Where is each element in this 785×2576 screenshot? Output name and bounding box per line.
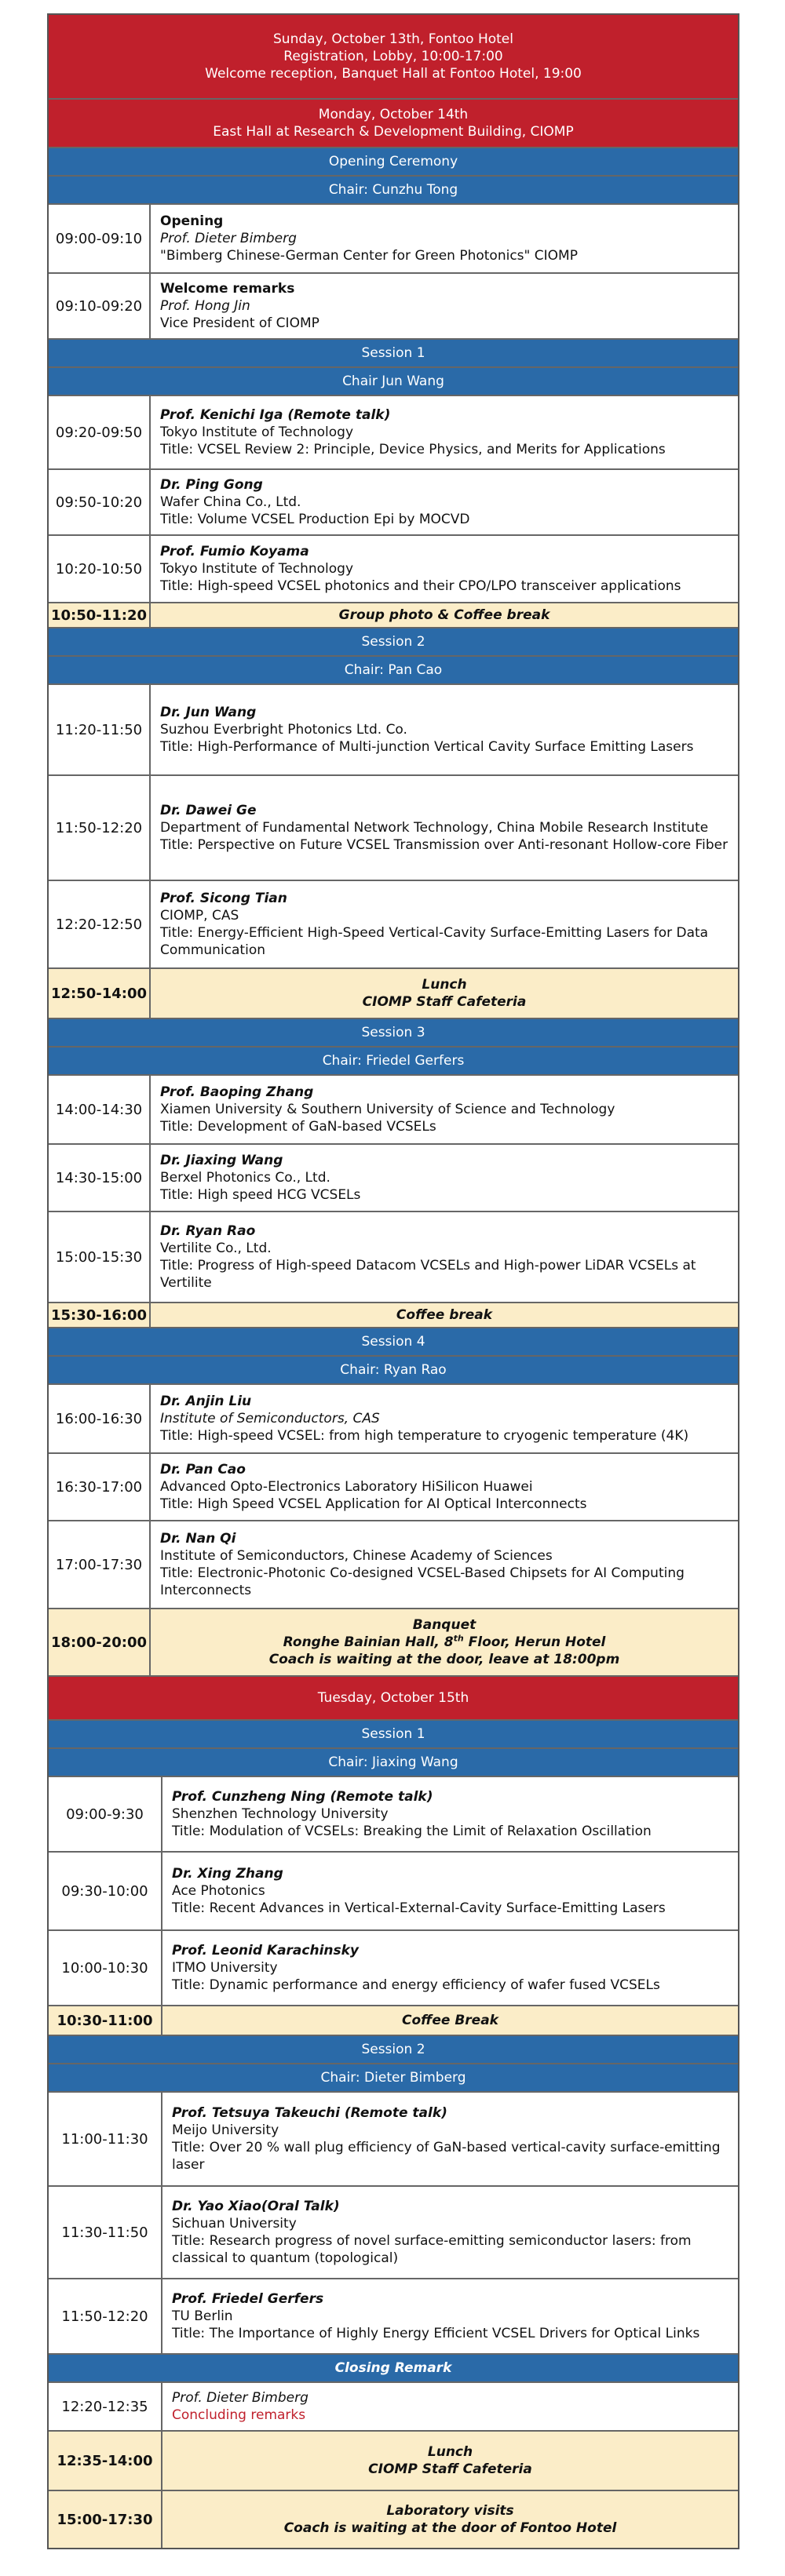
item-detail: "Bimberg Chinese-German Center for Green Photonics" CIOMP: [160, 248, 578, 264]
break-row: [49, 1303, 738, 1328]
talk-title: Title: Energy-Efficient High-Speed Vertical-Cavity Surface-Emitting Lasers for Data Communication: [160, 925, 709, 958]
speaker-name: Dr. Dawei Ge: [160, 803, 257, 818]
lunch-row: [49, 2432, 738, 2491]
talk-title: Title: Perspective on Future VCSEL Transmission over Anti-resonant Hollow-core Fiber: [160, 837, 728, 853]
affiliation: Vertilite Co., Ltd.: [160, 1241, 272, 1256]
speaker-name: Prof. Hong Jin: [160, 298, 250, 314]
banquet-label: Banquet: [412, 1617, 476, 1633]
time-cell: 12:50-14:00: [49, 969, 151, 1018]
session-title-text: Session 1: [361, 1726, 425, 1742]
content-cell: [151, 396, 738, 468]
affiliation: Tokyo Institute of Technology: [160, 561, 354, 577]
time-cell: 12:35-14:00: [49, 2432, 162, 2490]
talk-row: [49, 1454, 738, 1521]
content-cell: [162, 2432, 738, 2490]
talk-row: [49, 2279, 738, 2355]
session-title-text: Session 3: [361, 1025, 425, 1040]
speaker-name: Prof. Fumio Koyama: [160, 544, 309, 559]
talk-title: Title: Research progress of novel surface-emitting semiconductor lasers: from classical to quantum (topological): [172, 2233, 692, 2266]
affiliation: Shenzhen Technology University: [172, 1806, 389, 1822]
lunch-label: Lunch: [427, 2444, 473, 2460]
session-title-text: Opening Ceremony: [328, 154, 458, 169]
affiliation: CIOMP, CAS: [160, 908, 239, 924]
session-title-text: Session 2: [361, 2042, 425, 2057]
talk-row: [49, 1777, 738, 1853]
lunch-row: [49, 969, 738, 1019]
time-cell: 11:20-11:50: [49, 685, 151, 774]
session-title-text: Session 4: [361, 1334, 425, 1350]
lunch-place: CIOMP Staff Cafeteria: [362, 994, 527, 1010]
content-cell: [151, 1521, 738, 1608]
talk-row: [49, 396, 738, 470]
affiliation: Institute of Semiconductors, CAS: [160, 1411, 380, 1426]
session-title: [49, 629, 738, 657]
item-detail: Concluding remarks: [172, 2407, 306, 2423]
agenda-row: [49, 274, 738, 340]
session-title-text: Session 2: [361, 634, 425, 650]
content-cell: [162, 1777, 738, 1851]
content-cell: [162, 2491, 738, 2548]
affiliation: Ace Photonics: [172, 1883, 265, 1899]
talk-title: Title: Dynamic performance and energy efficiency of wafer fused VCSELs: [172, 1977, 660, 1993]
speaker-name: Dr. Xing Zhang: [172, 1866, 283, 1882]
talk-title: Title: Progress of High-speed Datacom VCSELs and High-power LiDAR VCSELs at Vertilite: [160, 1258, 696, 1291]
time-cell: 11:50-12:20: [49, 776, 151, 880]
day3-header: [49, 1677, 738, 1721]
time-cell: 17:00-17:30: [49, 1521, 151, 1608]
talk-title: Title: Modulation of VCSELs: Breaking the Limit of Relaxation Oscillation: [172, 1824, 652, 1839]
session-chair: [49, 657, 738, 685]
break-row: [49, 2006, 738, 2036]
talk-row: [49, 2093, 738, 2187]
break-row: [49, 603, 738, 629]
content-cell: [151, 1212, 738, 1302]
time-cell: 15:00-17:30: [49, 2491, 162, 2548]
talk-row: [49, 1931, 738, 2006]
time-cell: 10:20-10:50: [49, 536, 151, 602]
content-cell: [162, 2187, 738, 2278]
session-title: [49, 1328, 738, 1357]
speaker-name: Dr. Jiaxing Wang: [160, 1153, 283, 1168]
talk-row: [49, 1853, 738, 1931]
talk-title: Title: High Speed VCSEL Application for AI Optical Interconnects: [160, 1496, 587, 1512]
session-title: [49, 1019, 738, 1048]
talk-row: [49, 685, 738, 776]
talk-row: [49, 470, 738, 536]
speaker-name: Prof. Leonid Karachinsky: [172, 1943, 360, 1958]
affiliation: Department of Fundamental Network Technology, China Mobile Research Institute: [160, 820, 709, 836]
session-title: [49, 2036, 738, 2064]
day2-header: [49, 100, 738, 148]
talk-row: [49, 2187, 738, 2279]
talk-row: [49, 776, 738, 881]
time-cell: 09:10-09:20: [49, 274, 151, 338]
agenda-row: [49, 2383, 738, 2432]
session-title: [49, 1721, 738, 1749]
speaker-name: Dr. Pan Cao: [160, 1462, 246, 1477]
day1-header-line: Registration, Lobby, 10:00-17:00: [283, 49, 503, 64]
affiliation: Tokyo Institute of Technology: [160, 424, 354, 440]
time-cell: 10:30-11:00: [49, 2006, 162, 2035]
content-cell: [151, 776, 738, 880]
speaker-name: Dr. Ryan Rao: [160, 1223, 256, 1239]
content-cell: [151, 470, 738, 534]
lunch-label: Lunch: [422, 977, 467, 993]
session-title: [49, 340, 738, 368]
affiliation: TU Berlin: [172, 2308, 233, 2324]
day2-header-line: East Hall at Research & Development Building, CIOMP: [213, 124, 574, 140]
session-chair-text: Chair: Friedel Gerfers: [322, 1053, 465, 1069]
time-cell: 18:00-20:00: [49, 1609, 151, 1675]
speaker-name: Prof. Cunzheng Ning (Remote talk): [172, 1789, 433, 1805]
talk-row: [49, 1076, 738, 1145]
speaker-name: Prof. Baoping Zhang: [160, 1084, 314, 1100]
lunch-place: CIOMP Staff Cafeteria: [368, 2461, 532, 2477]
talk-title: Title: High speed HCG VCSELs: [160, 1187, 361, 1203]
day1-header-line: Welcome reception, Banquet Hall at Fontoo Hotel, 19:00: [205, 66, 582, 82]
affiliation: Advanced Opto-Electronics Laboratory HiSilicon Huawei: [160, 1479, 533, 1495]
time-cell: 14:30-15:00: [49, 1145, 151, 1211]
visit-label: Laboratory visits: [386, 2503, 514, 2519]
banquet-place-text: Floor, Herun Hotel: [463, 1634, 606, 1650]
day1-header-line: Sunday, October 13th, Fontoo Hotel: [273, 31, 513, 47]
item-detail: Vice President of CIOMP: [160, 315, 319, 331]
time-cell: 09:00-09:10: [49, 205, 151, 272]
time-cell: 10:50-11:20: [49, 603, 151, 627]
session-chair: [49, 1749, 738, 1777]
content-cell: [151, 274, 738, 338]
break-label: Coffee break: [396, 1307, 493, 1323]
content-cell: [162, 2383, 738, 2430]
session-chair-text: Chair: Jiaxing Wang: [328, 1754, 458, 1770]
speaker-name: Prof. Tetsuya Takeuchi (Remote talk): [172, 2105, 447, 2121]
conference-agenda-table: [47, 13, 739, 2549]
banquet-row: [49, 1609, 738, 1677]
speaker-name: Prof. Sicong Tian: [160, 891, 287, 906]
time-cell: 14:00-14:30: [49, 1076, 151, 1143]
affiliation: Institute of Semiconductors, Chinese Academy of Sciences: [160, 1548, 553, 1564]
banquet-place-sup: th: [453, 1633, 464, 1644]
item-heading: Welcome remarks: [160, 281, 295, 297]
session-chair-text: Chair Jun Wang: [342, 373, 444, 389]
session-chair: [49, 1357, 738, 1385]
speaker-name: Prof. Kenichi Iga (Remote talk): [160, 407, 391, 423]
time-cell: 15:00-15:30: [49, 1212, 151, 1302]
talk-title: Title: High-speed VCSEL: from high temperature to cryogenic temperature (4K): [160, 1428, 689, 1444]
session-title: [49, 2355, 738, 2383]
session-chair: [49, 2064, 738, 2093]
time-cell: 09:20-09:50: [49, 396, 151, 468]
speaker-name: Dr. Nan Qi: [160, 1531, 236, 1547]
affiliation: Berxel Photonics Co., Ltd.: [160, 1170, 330, 1186]
talk-title: Title: The Importance of Highly Energy Efficient VCSEL Drivers for Optical Links: [172, 2326, 700, 2341]
content-cell: [151, 1609, 738, 1675]
time-cell: 16:30-17:00: [49, 1454, 151, 1520]
speaker-name: Dr. Yao Xiao(Oral Talk): [172, 2199, 340, 2214]
time-cell: 12:20-12:50: [49, 881, 151, 967]
talk-title: Title: Volume VCSEL Production Epi by MOCVD: [160, 512, 470, 527]
content-cell: [162, 1931, 738, 2005]
agenda-row: [49, 205, 738, 274]
time-cell: 16:00-16:30: [49, 1385, 151, 1452]
affiliation: Wafer China Co., Ltd.: [160, 494, 301, 510]
talk-title: Title: VCSEL Review 2: Principle, Device Physics, and Merits for Applications: [160, 442, 666, 457]
visit-note: Coach is waiting at the door of Fontoo Hotel: [283, 2520, 617, 2536]
day1-header: [49, 15, 738, 100]
visit-row: [49, 2491, 738, 2548]
banquet-place: [283, 1634, 606, 1651]
time-cell: 09:30-10:00: [49, 1853, 162, 1929]
content-cell: [151, 1385, 738, 1452]
content-cell: [151, 1076, 738, 1143]
talk-row: [49, 1385, 738, 1454]
day3-header-line: Tuesday, October 15th: [317, 1690, 469, 1706]
affiliation: Sichuan University: [172, 2216, 297, 2232]
banquet-place-text: Ronghe Bainian Hall, 8: [283, 1634, 454, 1650]
talk-title: Title: Recent Advances in Vertical-External-Cavity Surface-Emitting Lasers: [172, 1900, 666, 1916]
session-title: [49, 148, 738, 177]
talk-row: [49, 536, 738, 603]
content-cell: [151, 536, 738, 602]
time-cell: 15:30-16:00: [49, 1303, 151, 1327]
speaker-name: Dr. Ping Gong: [160, 477, 263, 493]
content-cell: [151, 205, 738, 272]
talk-title: Title: High-speed VCSEL photonics and their CPO/LPO transceiver applications: [160, 578, 681, 594]
time-cell: 12:20-12:35: [49, 2383, 162, 2430]
session-chair-text: Chair: Ryan Rao: [340, 1362, 447, 1378]
time-cell: 09:00-9:30: [49, 1777, 162, 1851]
content-cell: [151, 969, 738, 1018]
talk-row: [49, 1145, 738, 1212]
banquet-note: Coach is waiting at the door, leave at 18:00pm: [268, 1652, 620, 1667]
content-cell: [151, 1454, 738, 1520]
session-chair: [49, 177, 738, 205]
content-cell: [151, 881, 738, 967]
time-cell: 11:00-11:30: [49, 2093, 162, 2185]
item-heading: Opening: [160, 213, 224, 229]
time-cell: 09:50-10:20: [49, 470, 151, 534]
speaker-name: Prof. Dieter Bimberg: [160, 231, 297, 246]
session-title-text: Closing Remark: [334, 2360, 452, 2376]
affiliation: Suzhou Everbright Photonics Ltd. Co.: [160, 722, 407, 738]
time-cell: 11:50-12:20: [49, 2279, 162, 2353]
content-cell: [162, 2093, 738, 2185]
talk-title: Title: High-Performance of Multi-junction Vertical Cavity Surface Emitting Lasers: [160, 739, 694, 755]
content-cell: [151, 685, 738, 774]
affiliation: Meijo University: [172, 2122, 279, 2138]
speaker-name: Dr. Jun Wang: [160, 705, 257, 720]
talk-row: [49, 881, 738, 969]
day2-header-line: Monday, October 14th: [318, 107, 469, 122]
time-cell: 10:00-10:30: [49, 1931, 162, 2005]
affiliation: ITMO University: [172, 1960, 278, 1976]
session-chair: [49, 368, 738, 396]
talk-row: [49, 1212, 738, 1303]
break-label: Coffee Break: [402, 2013, 498, 2028]
content-cell: [162, 2279, 738, 2353]
session-chair: [49, 1048, 738, 1076]
talk-row: [49, 1521, 738, 1609]
content-cell: [151, 1145, 738, 1211]
talk-title: Title: Over 20 % wall plug efficiency of GaN-based vertical-cavity surface-emitting laser: [172, 2140, 721, 2173]
talk-title: Title: Electronic-Photonic Co-designed VCSEL-Based Chipsets for AI Computing Interconnects: [160, 1565, 685, 1598]
break-label: Group photo & Coffee break: [338, 607, 550, 623]
speaker-name: Dr. Anjin Liu: [160, 1394, 252, 1409]
speaker-name: Prof. Dieter Bimberg: [172, 2390, 309, 2406]
talk-title: Title: Development of GaN-based VCSELs: [160, 1119, 436, 1135]
session-chair-text: Chair: Dieter Bimberg: [320, 2070, 466, 2086]
affiliation: Xiamen University & Southern University of Science and Technology: [160, 1102, 615, 1117]
session-chair-text: Chair: Cunzhu Tong: [328, 182, 458, 198]
session-chair-text: Chair: Pan Cao: [344, 662, 443, 678]
speaker-name: Prof. Friedel Gerfers: [172, 2291, 324, 2307]
time-cell: 11:30-11:50: [49, 2187, 162, 2278]
content-cell: [162, 1853, 738, 1929]
session-title-text: Session 1: [361, 345, 425, 361]
